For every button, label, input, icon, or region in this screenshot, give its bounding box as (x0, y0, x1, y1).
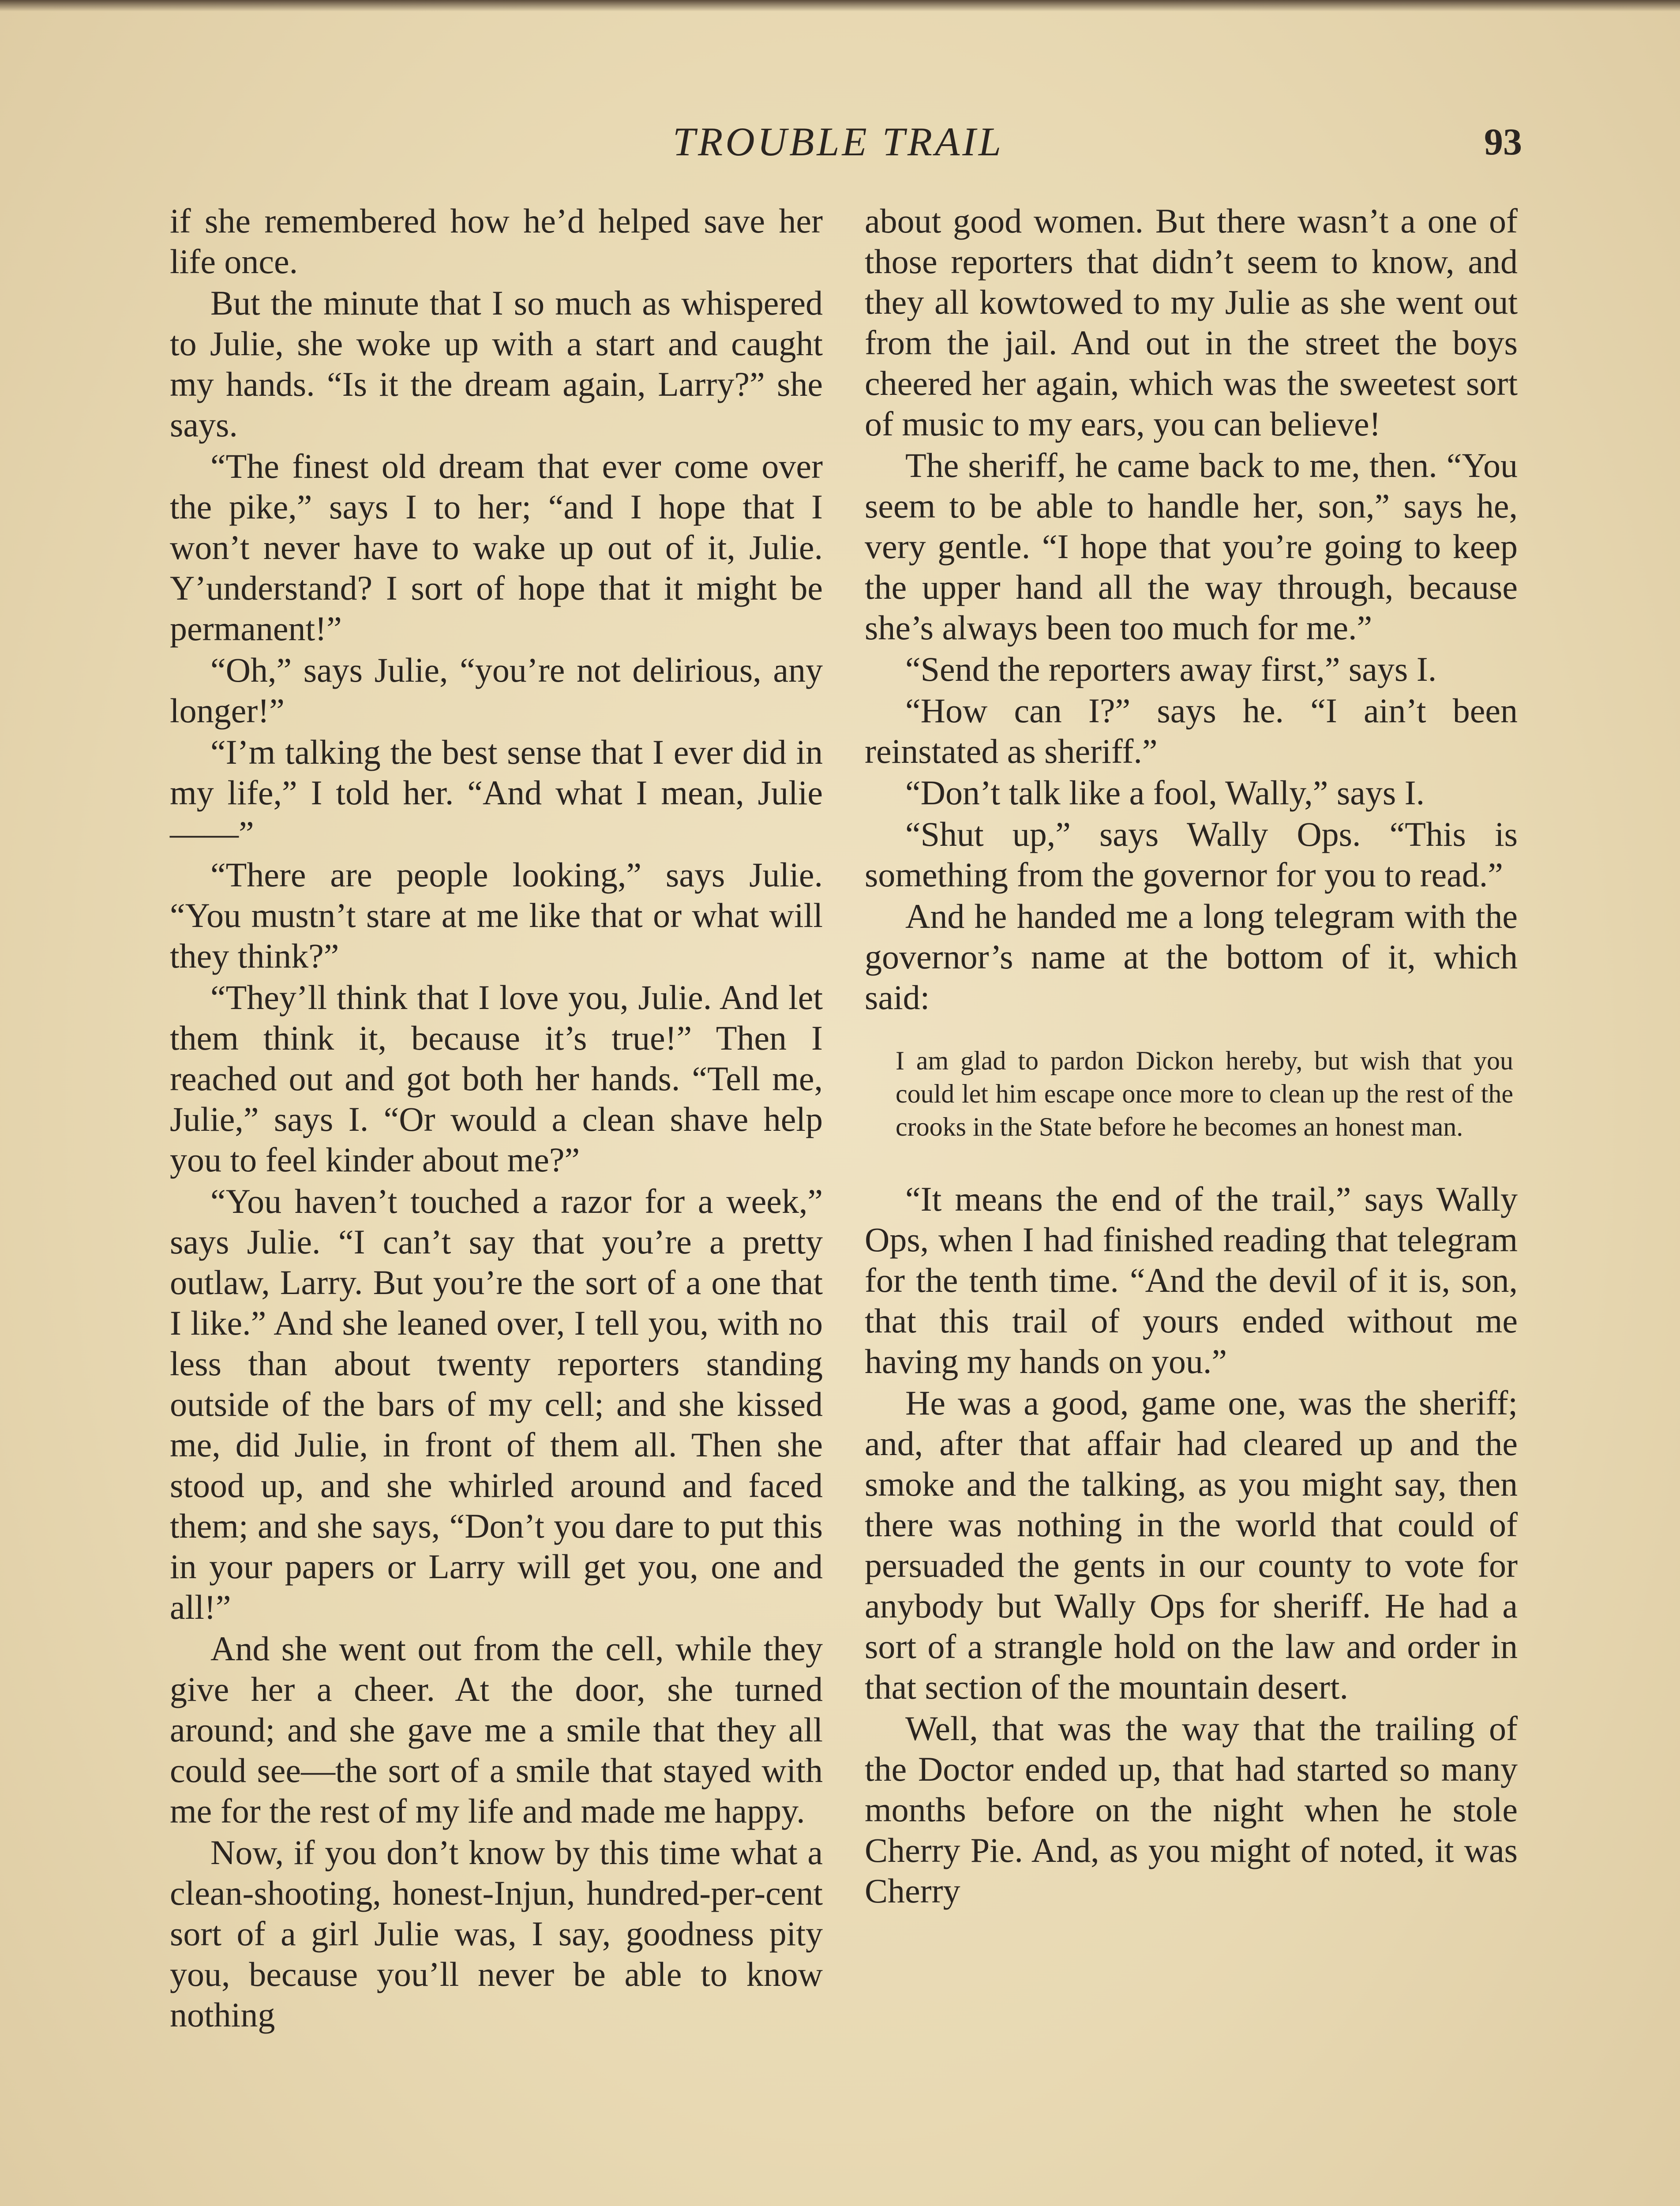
paragraph: “Shut up,” says Wally Ops. “This is something from the governor for you to read.” (865, 815, 1518, 894)
paragraph: “Send the reporters away first,” says I. (905, 650, 1437, 688)
paragraph: Now, if you don’t know by this time what a clean-shooting, honest-Injun, hundred-per-cent sort of a girl Julie was, I say, goodness pity you, because you’ll never be able to know nothing (170, 1833, 823, 2034)
paragraph: The sheriff, he came back to me, then. “You seem to be able to handle her, son,” says he, very gentle. “I hope that you’re going to keep the upper hand all the way through, because she’s always been too much for me.” (865, 446, 1518, 647)
paragraph: “How can I?” says he. “I ain’t been reinstated as sheriff.” (865, 691, 1518, 770)
paragraph: if she remembered how he’d helped save her life once. (170, 202, 823, 281)
left-column (170, 201, 823, 2036)
telegram-quote: I am glad to pardon Dickon hereby, but wish that you could let him escape once more to clean up the rest of the crooks in the State before he becomes an honest man. (896, 1046, 1513, 1141)
paragraph: And he handed me a long telegram with the governor’s name at the bottom of it, which said: (865, 897, 1518, 1017)
paragraph: about good women. But there wasn’t a one of those reporters that didn’t seem to know, and they all kowtowed to my Julie as she went out from the jail. And out in the street the boys cheered her again, which was the sweetest sort of music to my ears, you can believe! (865, 202, 1518, 443)
paragraph: “Oh,” says Julie, “you’re not delirious, any longer!” (170, 651, 823, 730)
paragraph: He was a good, game one, was the sheriff; and, after that affair had cleared up and the smoke and the talking, as you might say, then there was nothing in the world that could of persuaded the gents in our county to vote for anybody but Wally Ops for sheriff. He had a sort of a strangle hold on the law and order in that section of the mountain desert. (865, 1384, 1518, 1706)
running-header-title: TROUBLE TRAIL (672, 119, 1004, 164)
paragraph: But the minute that I so much as whispered to Julie, she woke up with a start and caught my hands. “Is it the dream again, Larry?” she says. (170, 284, 823, 444)
paragraph: “Don’t talk like a fool, Wally,” says I. (905, 773, 1425, 812)
paragraph: “You haven’t touched a razor for a week,” says Julie. “I can’t say that you’re a pretty outlaw, Larry. But you’re the sort of a one that I like.” And she leaned over, I tell you, with no less than about twenty reporters standing outside of the bars of my cell; and she kissed me, did Julie, in front of them all. Then she stood up, and she whirled around and faced them; and she says, “Don’t you dare to put this in your papers or Larry will get you, one and all!” (170, 1182, 823, 1626)
page-top-edge (0, 0, 1680, 11)
paragraph: Well, that was the way that the trailing of the Doctor ended up, that had started so many months before on the night when he stole Cherry Pie. And, as you might of noted, it was Cherry (865, 1709, 1518, 1910)
paragraph: “I’m talking the best sense that I ever did in my life,” I told her. “And what I mean, Julie——” (170, 733, 823, 852)
paragraph: “The finest old dream that ever come over the pike,” says I to her; “and I hope that I won’t never have to wake up out of it, Julie. Y’understand? I sort of hope that it might be permanent!” (170, 447, 823, 648)
right-column (865, 201, 1518, 1912)
paragraph: “There are people looking,” says Julie. “You mustn’t stare at me like that or what will they think?” (170, 855, 823, 975)
paragraph: “They’ll think that I love you, Julie. And let them think it, because it’s true!” Then I reached out and got both her hands. “Tell me, Julie,” says I. “Or would a clean shave help you to feel kinder about me?” (170, 978, 823, 1179)
paragraph: “It means the end of the trail,” says Wally Ops, when I had finished reading that telegram for the tenth time. “And the devil of it is, son, that this trail of yours ended without me having my hands on you.” (865, 1180, 1518, 1381)
page-number: 93 (1484, 120, 1522, 163)
paragraph: And she went out from the cell, while they give her a cheer. At the door, she turned around; and she gave me a smile that they all could see—the sort of a smile that stayed with me for the rest of my life and made me happy. (170, 1629, 823, 1830)
